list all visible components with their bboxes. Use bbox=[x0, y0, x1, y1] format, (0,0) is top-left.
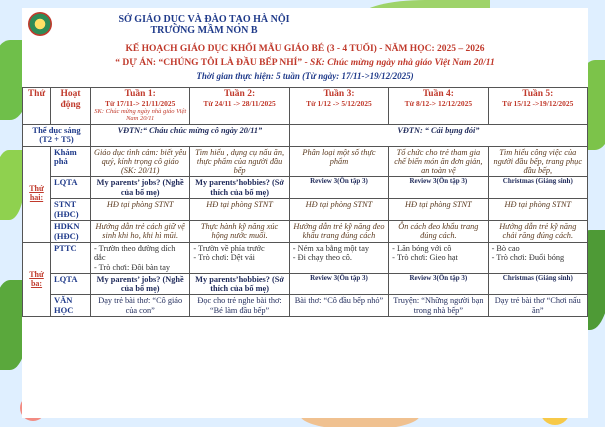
table-cell: - Trườn theo đường dích dắc - Trò chơi: Đôi bàn tay bbox=[91, 243, 190, 274]
school-logo-icon bbox=[28, 12, 52, 36]
week-name: Tuần 3: bbox=[323, 89, 355, 99]
activity-label: VĂN HỌC bbox=[51, 295, 91, 317]
morning-exercise-left: VĐTN:“ Cháu chúc mừng cô ngày 20/11” bbox=[91, 124, 290, 146]
table-row bbox=[23, 146, 588, 177]
table-cell: HĐ tại phòng STNT bbox=[389, 198, 488, 220]
table-cell: Tìm hiểu công việc của người đầu bếp, trang phục đầu bếp, bbox=[488, 146, 587, 177]
table-cell: Bài thơ: “Cô đầu bếp nhỏ” bbox=[289, 295, 388, 317]
table-cell: Review 3(Ôn tập 3) bbox=[389, 273, 488, 295]
table-cell: My parents’hobbies? (Sở thích của bố mẹ) bbox=[190, 273, 289, 295]
project-name: “ DỰ ÁN: “CHÚNG TÔI LÀ ĐẦU BẾP NHÍ” - bbox=[115, 58, 311, 68]
week-header bbox=[488, 88, 587, 125]
day-label: Thứ ba: bbox=[23, 243, 51, 317]
table-cell: Dạy trẻ bài thơ: “Cô giáo của con” bbox=[91, 295, 190, 317]
table-cell: Phân loại một số thực phẩm bbox=[289, 146, 388, 177]
week-header bbox=[389, 88, 488, 125]
week-note: SK: Chúc mừng ngày nhà giáo Việt Nam 20/11 bbox=[94, 108, 187, 123]
table-cell: My parents’ jobs? (Nghề của bố mẹ) bbox=[91, 177, 190, 199]
plan-table bbox=[22, 87, 588, 317]
table-row bbox=[23, 221, 588, 243]
table-cell: Dạy trẻ bài thơ “Chơi nấu ăn” bbox=[488, 295, 587, 317]
table-cell: Ôn cách đeo khẩu trang đúng cách. bbox=[389, 221, 488, 243]
project-event: SK: Chúc mừng ngày nhà giáo Việt Nam 20/11 bbox=[310, 58, 495, 68]
table-cell: Review 3(Ôn tập 3) bbox=[389, 177, 488, 199]
table-cell: - Bò cao - Trò chơi: Đuổi bóng bbox=[488, 243, 587, 274]
table-cell: Hướng dẫn trẻ cách giữ vệ sinh khi ho, khi hì mũi. bbox=[91, 221, 190, 243]
table-row bbox=[23, 243, 588, 274]
table-cell: HĐ tại phòng STNT bbox=[190, 198, 289, 220]
col-day-header: Thứ bbox=[23, 88, 51, 125]
table-cell: Hướng dẫn trẻ kỹ năng đeo khẩu trang đúng cách bbox=[289, 221, 388, 243]
plan-title: KẾ HOẠCH GIÁO DỤC KHỐI MẪU GIÁO BÉ (3 - 4 TUỔI) - NĂM HỌC: 2025 – 2026 bbox=[125, 44, 485, 54]
activity-label: PTTC bbox=[51, 243, 91, 274]
week-header bbox=[289, 88, 388, 125]
morning-exercise-label: Thể dục sáng (T2 + T5) bbox=[23, 124, 91, 146]
table-cell: HĐ tại phòng STNT bbox=[289, 198, 388, 220]
table-cell: HĐ tại phòng STNT bbox=[488, 198, 587, 220]
day-label: Thứ hai: bbox=[23, 146, 51, 242]
week-name: Tuần 4: bbox=[422, 89, 454, 99]
activity-label: LQTA bbox=[51, 273, 91, 295]
leaf-decoration bbox=[0, 150, 24, 220]
week-header bbox=[190, 88, 289, 125]
table-cell: My parents’hobbies? (Sở thích của bố mẹ) bbox=[190, 177, 289, 199]
week-range: Từ 8/12-> 12/12/2025 bbox=[404, 98, 473, 108]
activity-label: HDKN (HĐC) bbox=[51, 221, 91, 243]
col-activity-header: Hoạt động bbox=[51, 88, 91, 125]
week-name: Tuần 5: bbox=[522, 89, 554, 99]
table-cell: Tổ chức cho trẻ tham gia chế biến món ăn đơn giản, an toàn vệ bbox=[389, 146, 488, 177]
table-row bbox=[23, 295, 588, 317]
table-row bbox=[23, 273, 588, 295]
week-name: Tuần 1: bbox=[124, 89, 156, 99]
week-range: Từ 17/11-> 21/11/2025 bbox=[104, 98, 176, 108]
table-cell: Hướng dẫn trẻ kỹ năng chải răng đúng cách. bbox=[488, 221, 587, 243]
document-header bbox=[104, 14, 304, 36]
table-row bbox=[23, 177, 588, 199]
department-name: SỞ GIÁO DỤC VÀ ĐÀO TẠO HÀ NỘI bbox=[118, 14, 290, 25]
table-cell: Đọc cho trẻ nghe bài thơ: “Bé làm đầu bếp” bbox=[190, 295, 289, 317]
table-cell: Christmas (Giáng sinh) bbox=[488, 177, 587, 199]
table-cell: - Ném xa bằng một tay - Đi chạy theo cô. bbox=[289, 243, 388, 274]
week-range: Từ 15/12 ->19/12/2025 bbox=[502, 98, 574, 108]
table-header-row bbox=[23, 88, 588, 125]
table-cell: - Lăn bóng với cô - Trò chơi: Gieo hạt bbox=[389, 243, 488, 274]
table-cell: My parents’ jobs? (Nghề của bố mẹ) bbox=[91, 273, 190, 295]
week-name: Tuần 2: bbox=[224, 89, 256, 99]
table-cell: Giáo dục tình cảm: biết yêu quý, kính trọng cô giáo (SK: 20/11) bbox=[91, 146, 190, 177]
week-range: Từ 24/11 -> 28/11/2025 bbox=[203, 98, 276, 108]
week-header bbox=[91, 88, 190, 125]
table-cell: Tìm hiểu , dụng cụ nấu ăn, thực phẩm của người đầu bếp bbox=[190, 146, 289, 177]
table-cell: Review 3(Ôn tập 3) bbox=[289, 273, 388, 295]
duration-line: Thời gian thực hiện: 5 tuần (Từ ngày: 17/11->19/12/2025) bbox=[196, 71, 414, 81]
table-row bbox=[23, 198, 588, 220]
table-cell: - Trườn về phía trước - Trò chơi: Dệt vải bbox=[190, 243, 289, 274]
table-cell: Christmas (Giáng sinh) bbox=[488, 273, 587, 295]
activity-label: LQTA bbox=[51, 177, 91, 199]
activity-label: Khám phá bbox=[51, 146, 91, 177]
table-cell: Truyện: “Những người bạn trong nhà bếp” bbox=[389, 295, 488, 317]
school-name: TRƯỜNG MẦM NON B bbox=[150, 25, 258, 36]
morning-exercise-row bbox=[23, 124, 588, 146]
table-cell: Review 3(Ôn tập 3) bbox=[289, 177, 388, 199]
table-cell: HĐ tại phòng STNT bbox=[91, 198, 190, 220]
morning-exercise-right: VĐTN: “ Cái bụng đói” bbox=[289, 124, 587, 146]
project-title bbox=[22, 58, 588, 68]
week-range: Từ 1/12 -> 5/12/2025 bbox=[306, 98, 372, 108]
plan-document bbox=[22, 8, 588, 418]
table-cell: Thực hành kỹ năng xúc hộng nước muối. bbox=[190, 221, 289, 243]
activity-label: STNT (HĐC) bbox=[51, 198, 91, 220]
